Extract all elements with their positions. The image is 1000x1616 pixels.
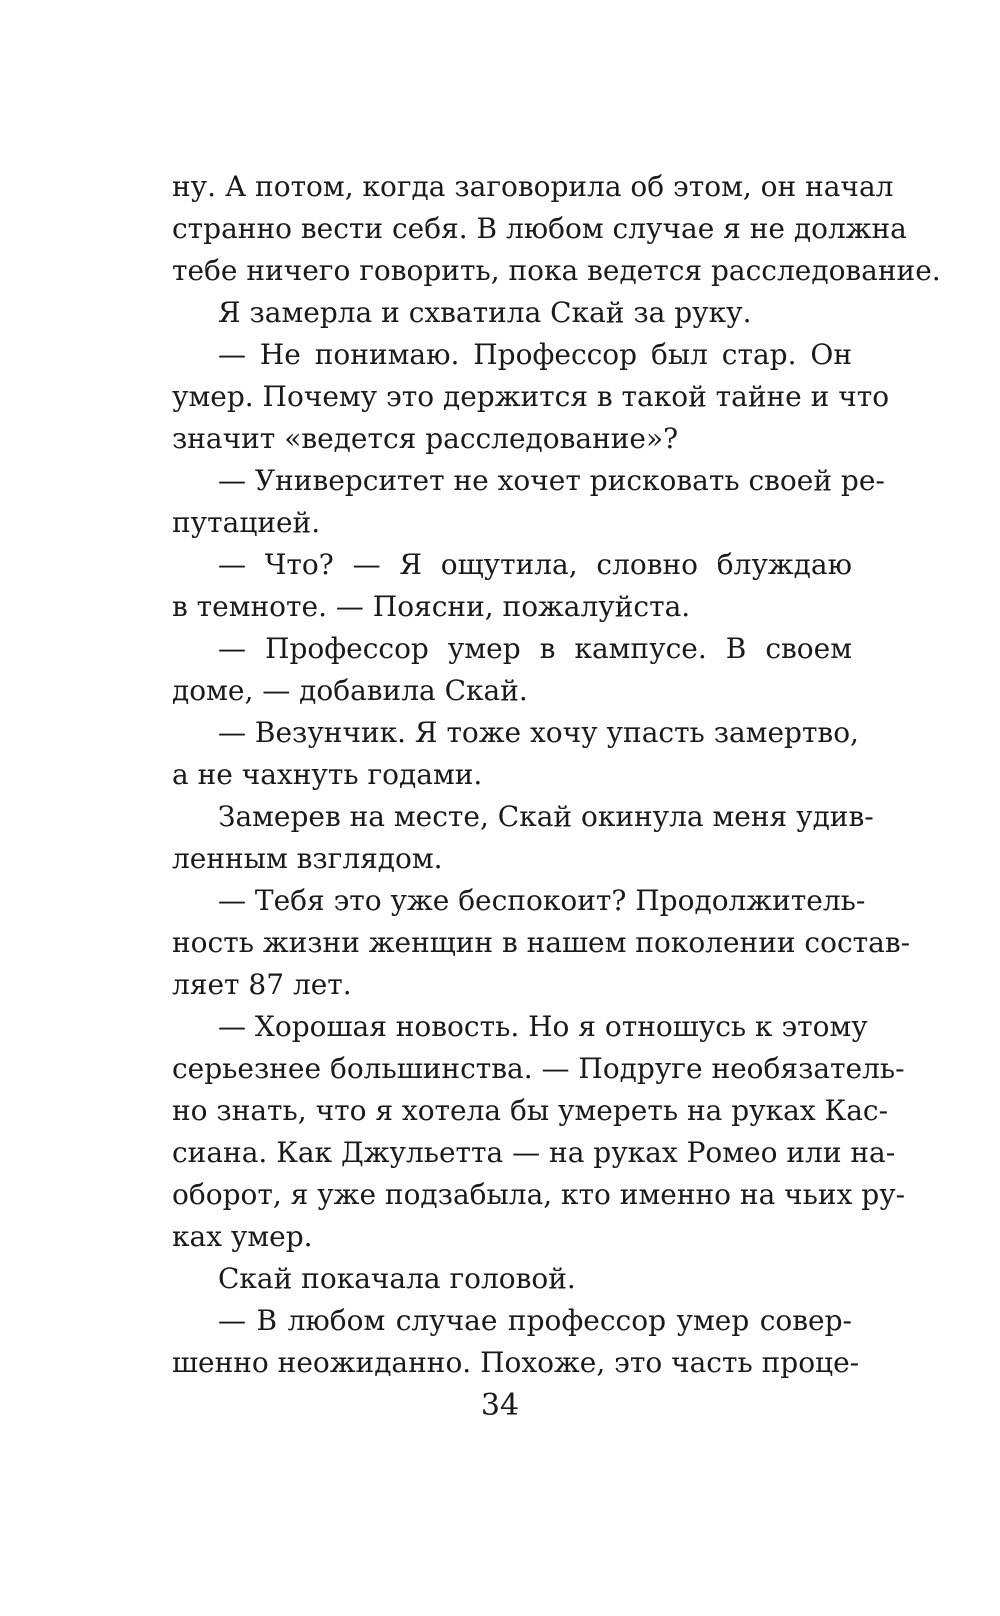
text-line: — Хорошая новость. Но я отношусь к этому bbox=[218, 1010, 868, 1043]
text-line: сиана. Как Джульетта — на руках Ромео или на- bbox=[172, 1136, 896, 1169]
text-line: — Тебя это уже беспокоит? Продолжитель- bbox=[218, 884, 866, 917]
text-line: значит «ведется расследование»? bbox=[172, 422, 679, 455]
text-line: серьезнее большинства. — Подруге необязатель- bbox=[172, 1052, 905, 1085]
text-line: — Профессор умер в кампусе. В своем bbox=[218, 632, 852, 665]
text-line: — Везунчик. Я тоже хочу упасть замертво, bbox=[218, 716, 859, 749]
text-line: Я замерла и схватила Скай за руку. bbox=[218, 296, 752, 329]
text-line: тебе ничего говорить, пока ведется расследование. bbox=[172, 254, 941, 287]
text-line: оборот, я уже подзабыла, кто именно на чьих ру- bbox=[172, 1178, 906, 1211]
text-line: Замерев на месте, Скай окинула меня удив- bbox=[218, 800, 874, 833]
page-number: 34 bbox=[480, 1388, 520, 1423]
text-line: странно вести себя. В любом случае я не должна bbox=[172, 212, 907, 245]
text-line: умер. Почему это держится в такой тайне и что bbox=[172, 380, 890, 413]
text-line: ках умер. bbox=[172, 1220, 313, 1253]
text-line: шенно неожиданно. Похоже, это часть проце- bbox=[172, 1346, 860, 1379]
text-line: — Не понимаю. Профессор был стар. Он bbox=[218, 338, 852, 371]
text-line: — Университет не хочет рисковать своей ре- bbox=[218, 464, 885, 497]
text-line: — В любом случае профессор умер совер- bbox=[218, 1304, 852, 1337]
text-line: но знать, что я хотела бы умереть на руках Кас- bbox=[172, 1094, 889, 1127]
text-line: ность жизни женщин в нашем поколении состав- bbox=[172, 926, 911, 959]
text-line: в темноте. — Поясни, пожалуйста. bbox=[172, 590, 691, 623]
text-line: ленным взглядом. bbox=[172, 842, 443, 875]
text-line: — Что? — Я ощутила, словно блуждаю bbox=[218, 548, 852, 581]
text-line: ляет 87 лет. bbox=[172, 968, 352, 1001]
text-line: ну. А потом, когда заговорила об этом, он начал bbox=[172, 170, 894, 203]
text-line: Скай покачала головой. bbox=[218, 1262, 576, 1295]
text-line: доме, — добавила Скай. bbox=[172, 674, 528, 707]
text-line: путацией. bbox=[172, 506, 321, 539]
text-line: а не чахнуть годами. bbox=[172, 758, 483, 791]
